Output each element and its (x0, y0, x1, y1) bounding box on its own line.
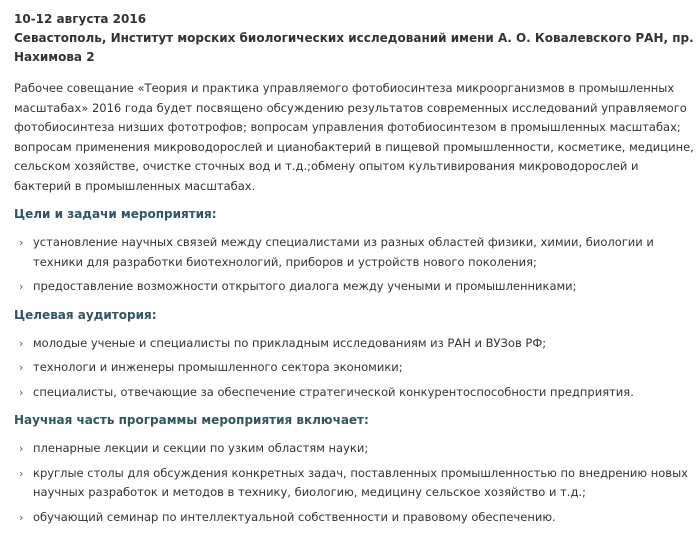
chevron-right-icon: › (19, 236, 24, 249)
list-item-text: молодые ученые и специалисты по прикладным исследованиям из РАН и ВУЗов РФ; (33, 335, 547, 350)
list-item-text: обучающий семинар по интеллектуальной собственности и правовому обеспечению. (33, 509, 556, 524)
chevron-right-icon: › (19, 510, 24, 524)
bullet-list (14, 439, 694, 527)
list-item (14, 277, 694, 297)
event-page (14, 10, 694, 532)
chevron-right-icon: › (19, 385, 24, 399)
bullet-list (14, 233, 694, 297)
list-item-text: специалисты, отвечающие за обеспечение стратегической конкурентоспособности предприятия. (33, 384, 634, 399)
chevron-right-icon: › (19, 361, 24, 374)
chevron-right-icon: › (19, 466, 24, 480)
list-item-text: предоставление возможности открытого диалога между учеными и промышленниками; (33, 279, 577, 293)
list-item (14, 383, 694, 403)
list-item (14, 233, 694, 272)
event-date: 10-12 августа 2016 (14, 12, 147, 26)
event-description: Рабочее совещание «Теория и практика управляемого фотобиосинтеза микроорганизмов в промышленных масштабах» 2016 года будет посвящено обсуждению результатов современных исследований управляемого фотобиосинтеза низших фототрофов; вопросам управления фотобиосинтезом в промышленных масштабах; вопросам применения микроводорослей и цианобактерий в пищевой промышленности, косметике, медицине, сельском хозяйстве, очистке сточных вод и т.д.;обмену опытом культивирования микроводорослей и бактерий в промышленных масштабах. (14, 81, 694, 193)
list-item (14, 439, 694, 459)
section-goals (14, 206, 694, 297)
list-item (14, 508, 694, 528)
list-item-text: технологи и инженеры промышленного сектора экономики; (33, 360, 403, 374)
section-heading: Цели и задачи мероприятия: (14, 207, 217, 221)
section-heading: Научная часть программы мероприятия включает: (14, 413, 369, 427)
list-item-text: пленарные лекции и секции по узким областям науки; (33, 441, 369, 455)
bullet-list (14, 334, 694, 403)
section-heading: Целевая аудитория: (14, 307, 157, 322)
list-item-text: круглые столы для обсуждения конкретных задач, поставленных промышленностью по внедрению новых научных разработок и методов в технику, биологию, медицину сельское хозяйство и т.д.; (33, 465, 688, 499)
section-audience (14, 307, 694, 403)
list-item (14, 334, 694, 354)
list-item-text: установление научных связей между специалистами из разных областей физики, химии, биологии и техники для разработки биотехнологий, приборов и устройств нового поколения; (33, 235, 654, 269)
event-location: Севастополь, Институт морских биологических исследований имени А. О. Ковалевского РАН, пр. Нахимова 2 (14, 31, 694, 64)
event-header (14, 10, 694, 67)
list-item (14, 358, 694, 378)
section-program (14, 412, 694, 527)
chevron-right-icon: › (19, 336, 24, 350)
list-item (14, 464, 694, 503)
chevron-right-icon: › (19, 442, 24, 455)
chevron-right-icon: › (19, 280, 24, 293)
